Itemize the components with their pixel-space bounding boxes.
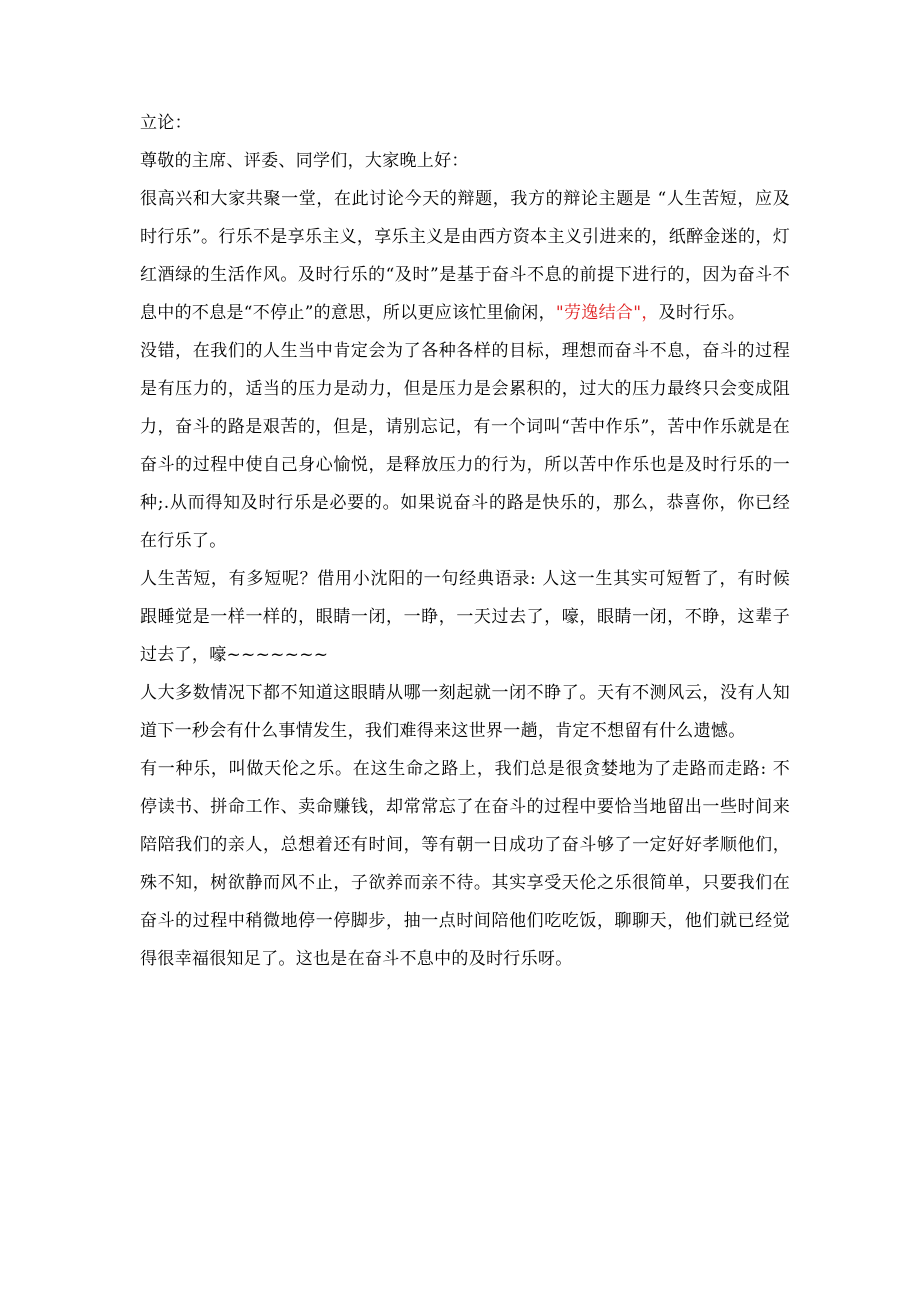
document-body [140, 104, 790, 978]
paragraph-4: 人大多数情况下都不知道这眼睛从哪一刻起就一闭不睁了。天有不测风云，没有人知道下一秒会有什么事情发生，我们难得来这世界一趟，肯定不想留有什么遗憾。 [140, 683, 790, 741]
greeting: 尊敬的主席、评委、同学们，大家晚上好： [140, 151, 469, 171]
paragraph-1-text: 很高兴和大家共聚一堂，在此讨论今天的辩题，我方的辩论主题是 “人生苦短，应及时行乐”。行乐不是享乐主义，享乐主义是由西方资本主义引进来的，纸醉金迷的，灯红酒绿的生活作风。及时行乐的“及时”是基于奋斗不息的前提下进行的，因为奋斗不息中的不息是“不停止”的意思，所以更应该忙里偷闲， [140, 189, 790, 323]
paragraph-1-tail: 及时行乐。 [658, 303, 746, 323]
paragraph-5: 有一种乐，叫做天伦之乐。在这生命之路上，我们总是很贪婪地为了走路而走路: 不停读书、拼命工作、卖命赚钱，却常常忘了在奋斗的过程中要恰当地留出一些时间来陪陪我们的亲人，总想着还有时间，等有朝一日成功了奋斗够了一定好好孝顺他们，殊不知，树欲静而风不止，子欲养而亲不待。其实享受天伦之乐很简单，只要我们在奋斗的过程中稍微地停一停脚步，抽一点时间陪他们吃吃饭，聊聊天，他们就已经觉得很幸福很知足了。这也是在奋斗不息中的及时行乐呀。 [140, 759, 790, 969]
paragraph-1 [140, 180, 790, 332]
section-heading: 立论： [140, 113, 192, 133]
highlighted-phrase: "劳逸结合"， [555, 303, 659, 323]
paragraph-3: 人生苦短，有多短呢？借用小沈阳的一句经典语录: 人这一生其实可短暂了，有时候跟睡觉是一样一样的，眼睛一闭，一睁，一天过去了，嚎，眼睛一闭，不睁，这辈子过去了，嚎~~~~~~~ [140, 569, 790, 665]
paragraph-2: 没错，在我们的人生当中肯定会为了各种各样的目标，理想而奋斗不息，奋斗的过程是有压力的，适当的压力是动力，但是压力是会累积的，过大的压力最终只会变成阻力，奋斗的路是艰苦的，但是，请别忘记，有一个词叫“苦中作乐”，苦中作乐就是在奋斗的过程中使自己身心愉悦，是释放压力的行为，所以苦中作乐也是及时行乐的一种;.从而得知及时行乐是必要的。如果说奋斗的路是快乐的，那么，恭喜你，你已经在行乐了。 [140, 341, 790, 551]
